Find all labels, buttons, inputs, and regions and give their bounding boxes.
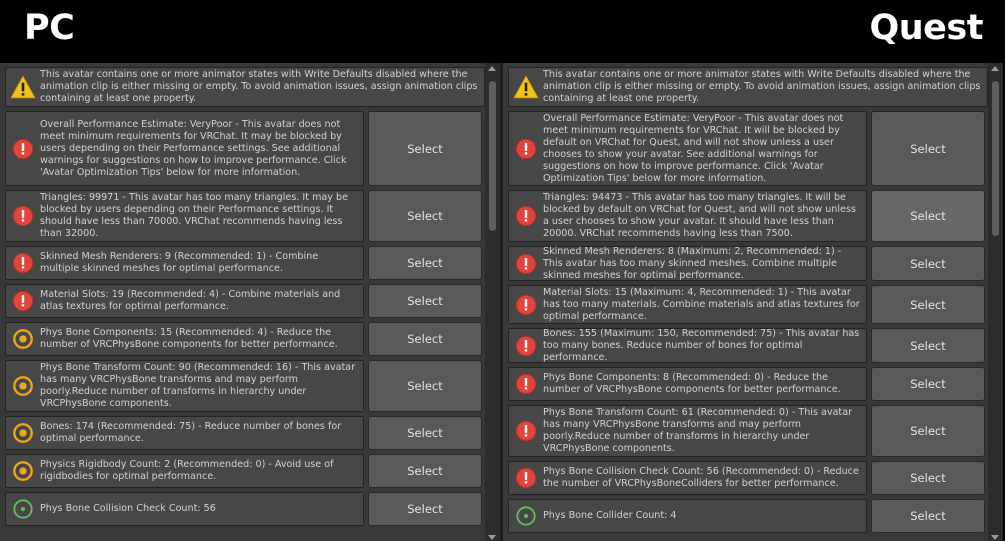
message-text: Phys Bone Collision Check Count: 56 [40,503,216,514]
message-text: Phys Bone Components: 8 (Recommended: 0) - Reduce the number of VRCPhysBone components for better performance. [543,372,841,395]
select-button[interactable]: Select [871,111,985,186]
message-box [5,492,364,526]
message-text: Phys Bone Collider Count: 4 [543,510,677,521]
quest-message-item [508,328,988,363]
quest-message-item [508,67,988,107]
quest-title: Quest [869,8,983,48]
message-box [5,246,364,280]
info-icon [12,498,34,520]
error-icon [12,138,34,160]
message-text: This avatar contains one or more animator states with Write Defaults disabled where the animation clip is either missing or empty. To avoid animation issues, assign animation clips containing at least one property. [543,69,981,104]
pc-message-list [5,67,485,530]
message-box [508,246,867,281]
message-text: Bones: 174 (Recommended: 75) - Reduce number of bones for optimal performance. [40,421,342,444]
select-button[interactable]: Select [368,454,482,488]
error-icon [12,252,34,274]
message-text: Phys Bone Transform Count: 90 (Recommended: 16) - This avatar has many VRCPhysBone transforms and may perform poorly.Reduce number of transforms in hierarchy under VRCPhysBone components. [40,362,356,409]
quest-message-item [508,190,988,242]
quest-message-item [508,405,988,457]
pc-title: PC [24,8,75,48]
error-icon [515,420,537,442]
pc-message-item [5,67,485,107]
quest-message-item [508,499,988,533]
message-text: Material Slots: 15 (Maximum: 4, Recommended: 1) - This avatar has too many materials. Combine materials and atlas textures for optimal performance. [543,286,860,322]
pc-message-item [5,416,485,450]
message-text: Bones: 155 (Maximum: 150, Recommended: 75) - This avatar has too many bones. Reduce number of bones for optimal performance. [543,327,860,363]
select-button[interactable]: Select [368,190,482,242]
select-button[interactable]: Select [871,499,985,533]
scroll-up-icon[interactable] [991,66,999,71]
select-button[interactable]: Select [368,492,482,526]
select-button[interactable]: Select [871,328,985,363]
select-button[interactable]: Select [871,190,985,242]
warning-circle-icon [12,375,34,397]
quest-panel [503,63,1003,541]
select-button[interactable]: Select [871,367,985,401]
quest-message-item [508,461,988,495]
error-icon [515,294,537,316]
pc-message-item [5,190,485,242]
error-icon [515,335,537,357]
warning-circle-icon [12,422,34,444]
quest-message-list [508,67,988,537]
info-icon [515,505,537,527]
message-box [5,284,364,318]
message-box [5,454,364,488]
select-button[interactable]: Select [871,405,985,457]
error-icon [515,253,537,275]
message-box [508,285,867,324]
warning-triangle-icon [10,74,36,100]
message-text: Material Slots: 19 (Recommended: 4) - Combine materials and atlas textures for optimal performance. [40,289,341,312]
message-box [508,367,867,401]
error-icon [515,205,537,227]
pc-panel [0,63,500,541]
select-button[interactable]: Select [368,246,482,280]
message-box [5,360,364,412]
quest-scroll-thumb[interactable] [992,81,999,236]
header [0,0,1005,60]
error-icon [12,205,34,227]
select-button[interactable]: Select [871,461,985,495]
quest-message-item [508,285,988,324]
message-box [5,190,364,242]
warning-circle-icon [12,328,34,350]
select-button[interactable]: Select [368,416,482,450]
message-box [508,111,867,186]
select-button[interactable]: Select [368,284,482,318]
message-text: Triangles: 94473 - This avatar has too many triangles. It will be blocked by default on VRChat for Quest, and will not show unless a user chooses to show your avatar. It should have less than 20000. VRChat recommends having less than 7500. [543,192,856,239]
select-button[interactable]: Select [368,322,482,356]
error-icon [515,373,537,395]
message-box [508,67,988,107]
message-text: Physics Rigidbody Count: 2 (Recommended: 0) - Avoid use of rigidbodies for optimal performance. [40,459,334,482]
message-text: Skinned Mesh Renderers: 9 (Recommended: 1) - Combine multiple skinned meshes for optimal performance. [40,251,319,274]
select-button[interactable]: Select [871,285,985,324]
pc-message-item [5,492,485,526]
message-box [508,461,867,495]
message-text: Phys Bone Components: 15 (Recommended: 4) - Reduce the number of VRCPhysBone components for better performance. [40,327,338,350]
message-text: Overall Performance Estimate: VeryPoor - This avatar does not meet minimum requirements for VRChat. It will be blocked by default on VRChat for Quest, and will not show unless a user chooses to show your avatar. See additional warnings for suggestions on how to improve performance. Click 'Avatar Optimization Tips' below for more information. [543,112,844,184]
error-icon [515,467,537,489]
pc-message-item [5,284,485,318]
message-text: Overall Performance Estimate: VeryPoor - This avatar does not meet minimum requirements for VRChat. It may be blocked by users depending on their Performance settings. See additional warnings for suggestions on how to improve performance. Click 'Avatar Optimization Tips' below for more information. [40,118,347,178]
select-button[interactable]: Select [368,111,482,186]
message-box [508,190,867,242]
message-box [5,416,364,450]
message-box [508,405,867,457]
pc-message-item [5,246,485,280]
message-text: Skinned Mesh Renderers: 8 (Maximum: 2, Recommended: 1) - This avatar has too many skinned meshes. Combine multiple skinned meshes for optimal performance. [543,245,842,281]
select-button[interactable]: Select [368,360,482,412]
message-text: Phys Bone Collision Check Count: 56 (Recommended: 0) - Reduce the number of VRCPhysBoneColliders for better performance. [543,466,859,489]
message-box [508,328,867,363]
quest-scrollbar[interactable] [988,63,1003,541]
pc-message-item [5,322,485,356]
warning-circle-icon [12,460,34,482]
pc-message-item [5,454,485,488]
warning-triangle-icon [513,74,539,100]
quest-message-item [508,111,988,186]
message-box [5,111,364,186]
message-text: This avatar contains one or more animator states with Write Defaults disabled where the animation clip is either missing or empty. To avoid animation issues, assign animation clips containing at least one property. [40,69,478,104]
quest-message-item [508,246,988,281]
error-icon [515,138,537,160]
select-button[interactable]: Select [871,246,985,281]
message-text: Phys Bone Transform Count: 61 (Recommended: 0) - This avatar has many VRCPhysBone transforms and may perform poorly.Reduce number of transforms in hierarchy under VRCPhysBone components. [543,407,853,454]
pc-message-item [5,111,485,186]
message-box [508,499,867,533]
scroll-down-icon[interactable] [991,535,999,540]
scroll-up-icon[interactable] [488,66,496,71]
quest-message-item [508,367,988,401]
message-text: Triangles: 99971 - This avatar has too many triangles. It may be blocked by users depending on their Performance settings. It should have less than 70000. VRChat recommends having less than 32000. [40,192,349,239]
pc-scrollbar[interactable] [485,63,500,541]
message-box [5,67,485,107]
pc-message-item [5,360,485,412]
scroll-down-icon[interactable] [488,535,496,540]
message-box [5,322,364,356]
pc-scroll-thumb[interactable] [489,81,496,231]
error-icon [12,290,34,312]
